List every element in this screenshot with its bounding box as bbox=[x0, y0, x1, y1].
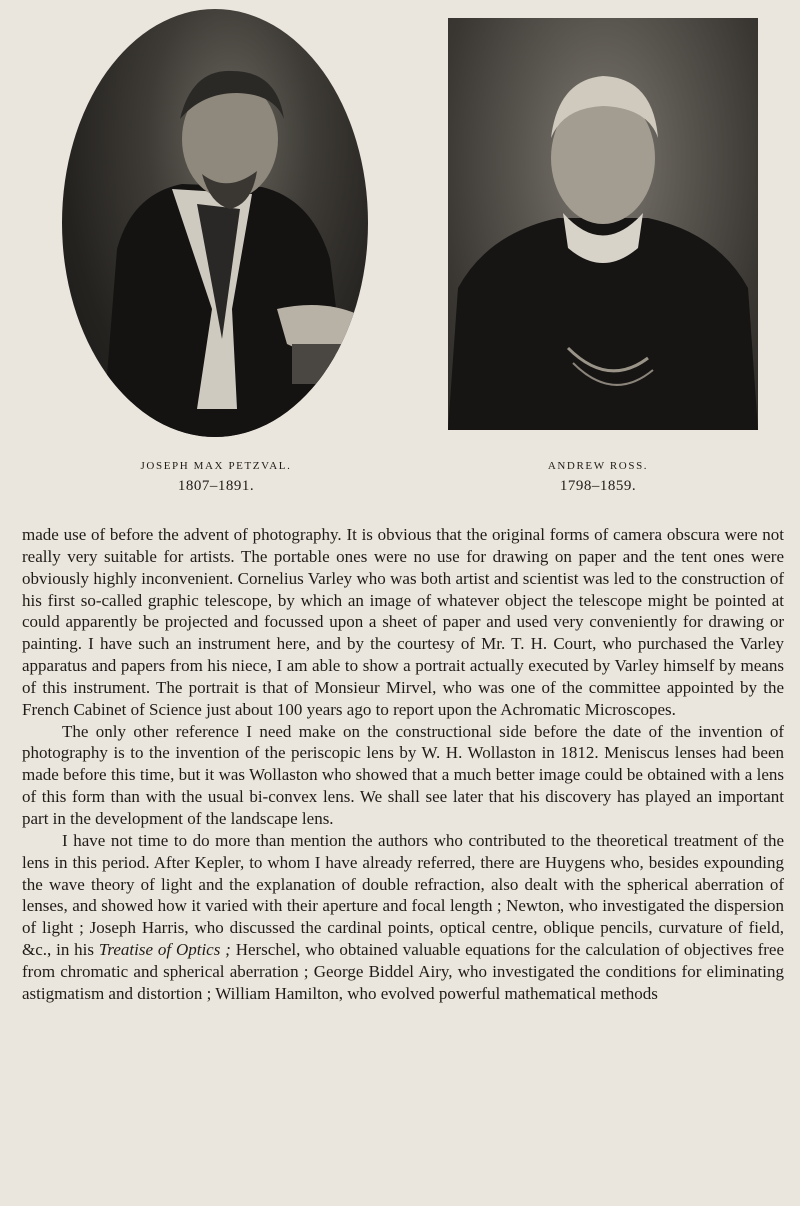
treatise-title: Treatise of Optics ; bbox=[98, 940, 231, 960]
paragraph-3-part-2: Herschel, who obtained valuable equations for the calculation of objectives free from chromatic and spherical aberration ; George Biddel Airy, who investigated the conditions for eliminating astigmatism and distortion ; William Hamilton, who evolved powerful mathematical methods bbox=[22, 940, 784, 1003]
ross-caption bbox=[448, 460, 748, 495]
body-text bbox=[22, 524, 784, 1005]
paragraph-3-part-1: I have not time to do more than mention the authors who contributed to the theoretical treatment of the lens in this period. After Kepler, to whom I have already referred, there are Huygens who, besides expounding the wave theory of light and the explanation of double refraction, also dealt with the spherical aberration of lenses, and showed how it varied with their aperture and focal length ; Newton, who investigated the dispersion of light ; Joseph Harris, who discussed the cardinal points, optical centre, oblique pencils, curvature of field, &c., in his bbox=[22, 830, 784, 960]
portraits-section bbox=[0, 0, 800, 510]
petzval-dates: 1807–1891. bbox=[177, 478, 255, 494]
ross-figure-illustration bbox=[448, 18, 758, 430]
petzval-figure-illustration bbox=[62, 9, 368, 437]
paragraph-3 bbox=[22, 830, 784, 1005]
ross-dates: 1798–1859. bbox=[559, 478, 637, 494]
petzval-portrait-photo bbox=[62, 9, 368, 437]
paragraph-1: made use of before the advent of photography. It is obvious that the original forms of camera obscura were not really very suitable for artists. The portable ones were no use for drawing on paper and the tent ones were obviously highly inconvenient. Cornelius Varley who was both artist and scientist was led to the construction of his first so-called graphic telescope, by which an image of whatever object the telescope might be pointed at could apparently be projected and focussed upon a sheet of paper and used very conveniently for drawing or painting. I have such an instrument here, and by the courtesy of Mr. T. H. Court, who purchased the Varley apparatus and papers from his niece, I am able to show a portrait actually executed by Varley himself by means of this instrument. The portrait is that of Monsieur Mirvel, who was one of the committee appointed by the French Cabinet of Science just about 100 years ago to report upon the Achromatic Microscopes. bbox=[22, 525, 784, 719]
ross-portrait-photo bbox=[448, 18, 758, 430]
petzval-name: JOSEPH MAX PETZVAL. bbox=[140, 460, 292, 472]
paragraph-2: The only other reference I need make on the constructional side before the date of the invention of photography is to the invention of the periscopic lens by W. H. Wollaston in 1812. Meniscus lenses had been made before this time, but it was Wollaston who showed that a much better image could be obtained with a lens of this form than with the usual bi-convex lens. We shall see later that his discovery has played an important part in the development of the landscape lens. bbox=[22, 721, 784, 828]
ross-name: ANDREW ROSS. bbox=[547, 460, 649, 472]
petzval-caption bbox=[66, 460, 366, 495]
